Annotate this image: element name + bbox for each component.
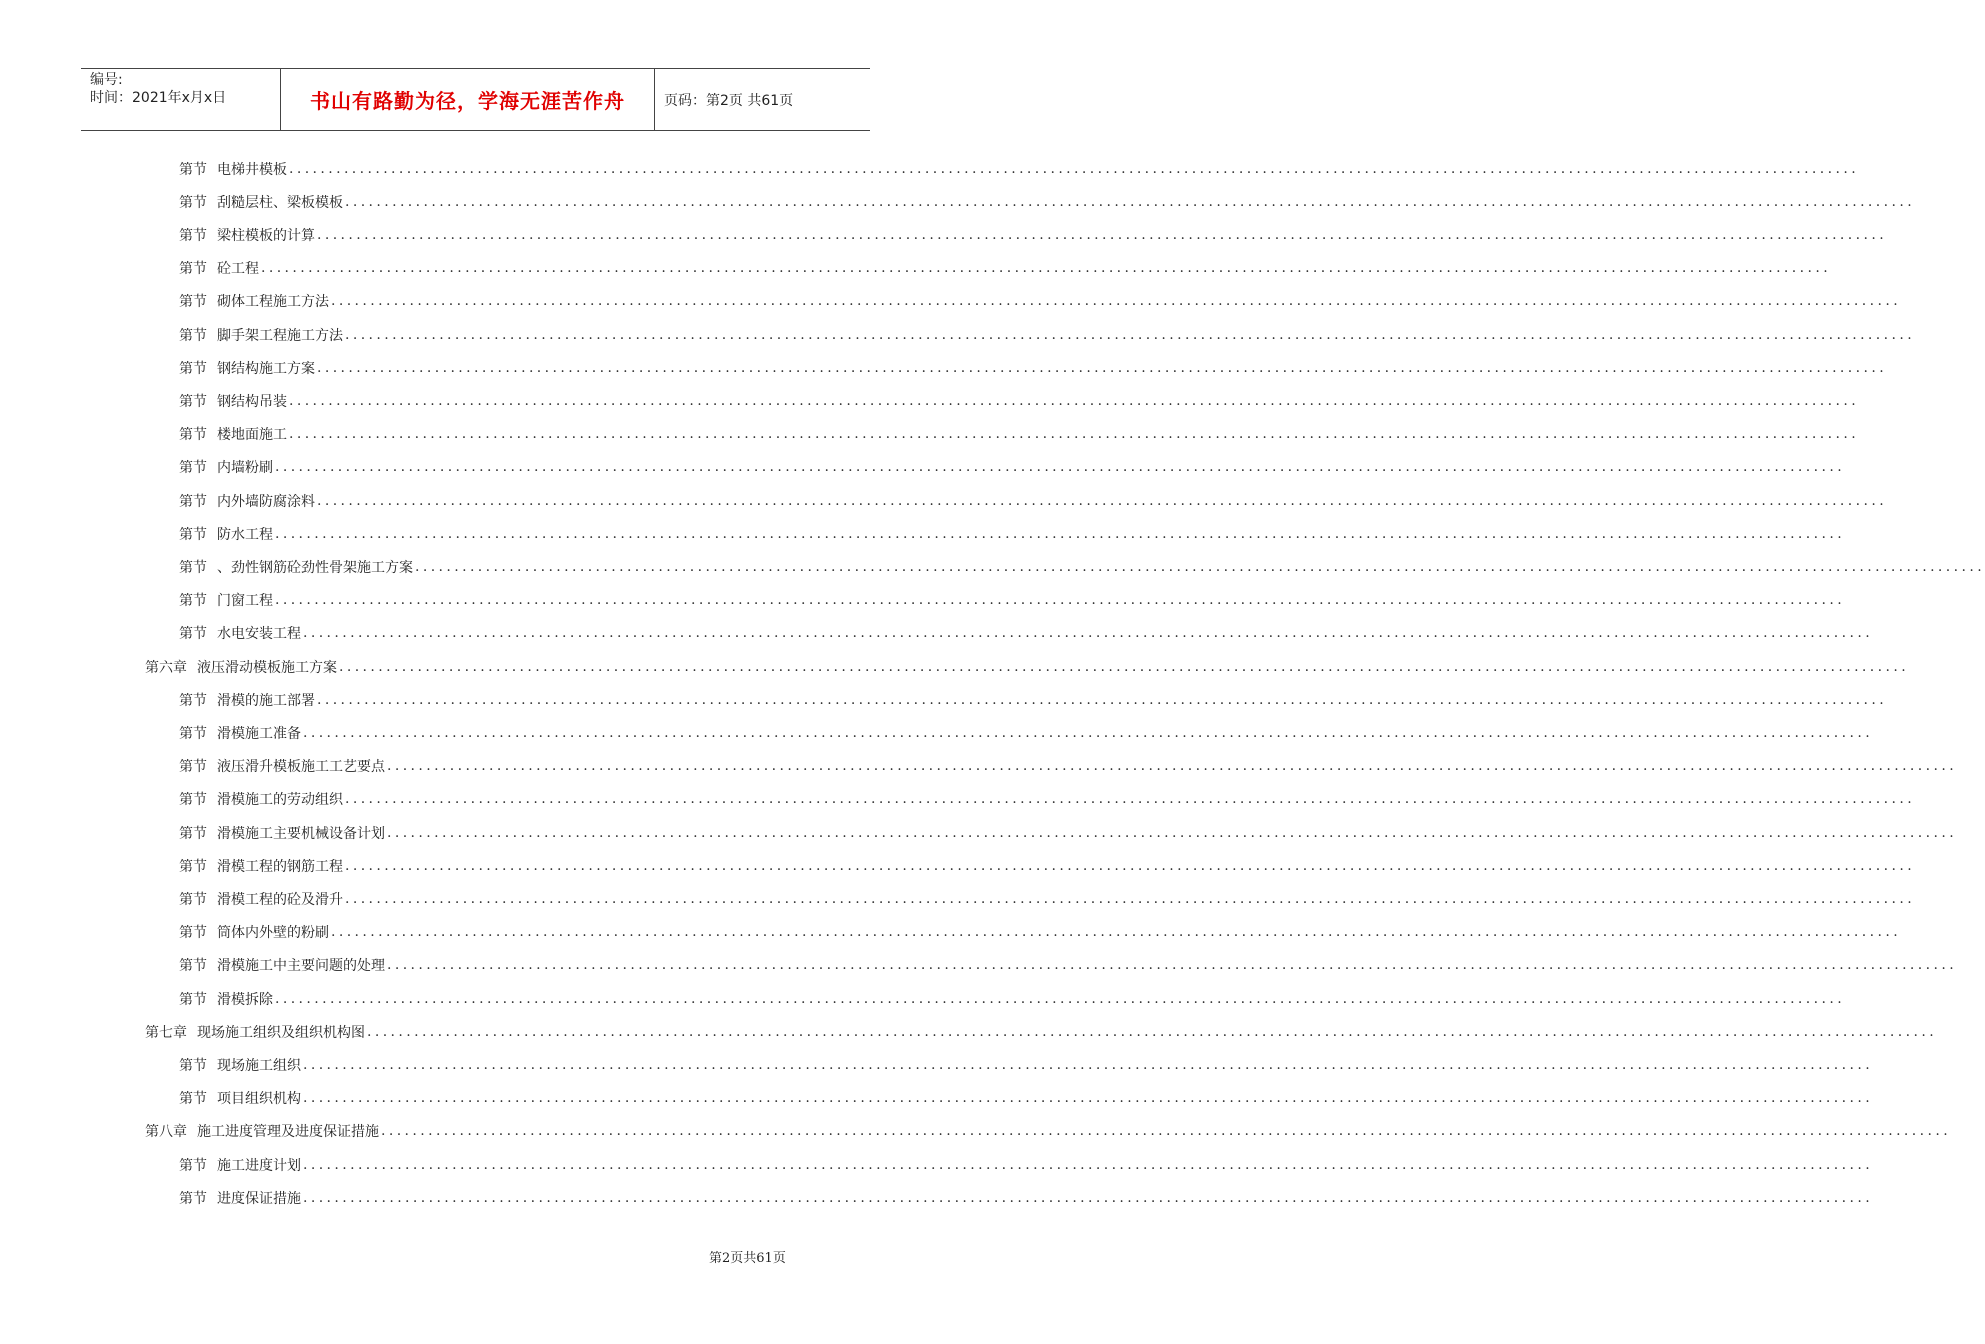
toc-entry-number: 第八章 (145, 1124, 187, 1141)
toc-entry-title: 滑模工程的砼及滑升 (217, 891, 343, 908)
toc-entry-number: 第节 (179, 891, 207, 908)
toc-entry-title: 电梯井模板 (217, 161, 287, 178)
toc-entry-title: 滑模的施工部署 (217, 692, 315, 709)
toc-section-entry[interactable] (179, 318, 1916, 351)
toc-entry-number: 第节 (179, 1091, 207, 1108)
toc-entry-title: 滑模施工主要机械设备计划 (217, 825, 385, 842)
toc-entry-number: 第节 (179, 725, 207, 742)
toc-dot-leader: ........................................................................................................................................................................................................ (367, 1023, 1938, 1040)
toc-entry-title: 筒体内外壁的粉刷 (217, 925, 329, 942)
toc-chapter-entry[interactable] (145, 1115, 1952, 1148)
toc-section-entry[interactable] (179, 484, 1888, 517)
toc-entry-number: 第节 (179, 1157, 207, 1174)
page-header (81, 68, 870, 131)
toc-entry-number: 第节 (179, 261, 207, 278)
toc-dot-leader: ........................................................................................................................................................................................................ (339, 658, 1910, 675)
document-date: 时间：2021年x月x日 (90, 90, 227, 106)
toc-section-entry[interactable] (179, 916, 1902, 949)
toc-chapter-entry[interactable] (145, 650, 1910, 683)
toc-entry-number: 第节 (179, 161, 207, 178)
toc-dot-leader: ........................................................................................................................................................................................................ (345, 791, 1916, 808)
toc-section-entry[interactable] (179, 882, 1916, 915)
toc-entry-number: 第节 (179, 493, 207, 510)
toc-dot-leader: ........................................................................................................................................................................................................ (275, 990, 1846, 1007)
toc-dot-leader: ........................................................................................................................................................................................................ (317, 691, 1888, 708)
toc-entry-title: 进度保证措施 (217, 1190, 301, 1207)
toc-dot-leader: ........................................................................................................................................................................................................ (303, 724, 1874, 741)
toc-entry-number: 第节 (179, 327, 207, 344)
toc-section-entry[interactable] (179, 550, 1985, 583)
toc-entry-number: 第节 (179, 991, 207, 1008)
toc-entry-title: 钢结构吊装 (217, 393, 287, 410)
toc-dot-leader: ........................................................................................................................................................................................................ (303, 1189, 1874, 1206)
header-meta (81, 69, 281, 130)
document-code-label: 编号: (90, 72, 123, 88)
toc-entry-number: 第节 (179, 692, 207, 709)
toc-dot-leader: ........................................................................................................................................................................................................ (289, 426, 1860, 443)
toc-section-entry[interactable] (179, 351, 1888, 384)
toc-section-entry[interactable] (179, 185, 1916, 218)
toc-section-entry[interactable] (179, 517, 1846, 550)
toc-section-entry[interactable] (179, 783, 1916, 816)
toc-dot-leader: ........................................................................................................................................................................................................ (387, 758, 1958, 775)
toc-entry-title: 刮糙层柱、梁板模板 (217, 194, 343, 211)
toc-section-entry[interactable] (179, 683, 1888, 716)
toc-dot-leader: ........................................................................................................................................................................................................ (331, 293, 1902, 310)
toc-section-entry[interactable] (179, 285, 1902, 318)
footer-page-number: 第2页共61页 (709, 1251, 786, 1266)
toc-section-entry[interactable] (179, 982, 1846, 1015)
toc-entry-title: 滑模施工准备 (217, 725, 301, 742)
toc-entry-number: 第节 (179, 858, 207, 875)
toc-entry-title: 项目组织机构 (217, 1091, 301, 1108)
toc-entry-title: 液压滑升模板施工工艺要点 (217, 759, 385, 776)
toc-entry-number: 第节 (179, 227, 207, 244)
toc-entry-number: 第节 (179, 559, 207, 576)
toc-dot-leader: ........................................................................................................................................................................................................ (303, 1090, 1874, 1107)
toc-dot-leader: ........................................................................................................................................................................................................ (345, 193, 1916, 210)
toc-entry-title: 滑模工程的钢筋工程 (217, 858, 343, 875)
toc-chapter-entry[interactable] (145, 1015, 1938, 1048)
toc-section-entry[interactable] (179, 716, 1874, 749)
toc-entry-title: 液压滑动模板施工方案 (197, 659, 337, 676)
toc-entry-number: 第节 (179, 360, 207, 377)
toc-entry-title: 砌体工程施工方法 (217, 294, 329, 311)
toc-section-entry[interactable] (179, 252, 1832, 285)
toc-entry-number: 第节 (179, 792, 207, 809)
toc-entry-number: 第节 (179, 526, 207, 543)
header-motto: 书山有路勤为径，学海无涯苦作舟 (281, 69, 655, 130)
toc-entry-title: 楼地面施工 (217, 427, 287, 444)
toc-entry-title: 滑模施工的劳动组织 (217, 792, 343, 809)
toc-entry-number: 第节 (179, 427, 207, 444)
toc-section-entry[interactable] (179, 949, 1958, 982)
toc-dot-leader: ........................................................................................................................................................................................................ (289, 160, 1860, 177)
toc-entry-title: 脚手架工程施工方法 (217, 327, 343, 344)
toc-section-entry[interactable] (179, 451, 1846, 484)
toc-entry-number: 第节 (179, 194, 207, 211)
toc-entry-title: 施工进度计划 (217, 1157, 301, 1174)
toc-section-entry[interactable] (179, 418, 1860, 451)
toc-dot-leader: ........................................................................................................................................................................................................ (345, 326, 1916, 343)
toc-section-entry[interactable] (179, 152, 1860, 185)
toc-dot-leader: ........................................................................................................................................................................................................ (387, 824, 1958, 841)
toc-dot-leader: ........................................................................................................................................................................................................ (317, 359, 1888, 376)
toc-entry-title: 水电安装工程 (217, 626, 301, 643)
toc-entry-title: 钢结构施工方案 (217, 360, 315, 377)
toc-entry-number: 第节 (179, 460, 207, 477)
toc-dot-leader: ........................................................................................................................................................................................................ (317, 226, 1888, 243)
toc-dot-leader: ........................................................................................................................................................................................................ (303, 1056, 1874, 1073)
toc-dot-leader: ........................................................................................................................................................................................................ (303, 1156, 1874, 1173)
toc-entry-title: 门窗工程 (217, 593, 273, 610)
toc-dot-leader: ........................................................................................................................................................................................................ (381, 1123, 1952, 1140)
toc-entry-title: 砼工程 (217, 261, 259, 278)
toc-entry-title: 施工进度管理及进度保证措施 (197, 1124, 379, 1141)
toc-entry-title: 现场施工组织 (217, 1057, 301, 1074)
toc-entry-number: 第六章 (145, 659, 187, 676)
toc-dot-leader: ........................................................................................................................................................................................................ (345, 890, 1916, 907)
toc-dot-leader: ........................................................................................................................................................................................................ (331, 924, 1902, 941)
toc-entry-number: 第节 (179, 925, 207, 942)
toc-entry-number: 第节 (179, 294, 207, 311)
toc-entry-number: 第节 (179, 393, 207, 410)
toc-entry-title: 防水工程 (217, 526, 273, 543)
toc-entry-title: 滑模拆除 (217, 991, 273, 1008)
toc-entry-title: 现场施工组织及组织机构图 (197, 1024, 365, 1041)
toc-section-entry[interactable] (179, 750, 1958, 783)
header-page-number: 页码：第2页 共61页 (664, 92, 794, 109)
toc-entry-number: 第节 (179, 825, 207, 842)
toc-entry-number: 第七章 (145, 1024, 187, 1041)
toc-dot-leader: ........................................................................................................................................................................................................ (303, 625, 1874, 642)
toc-section-entry[interactable] (179, 1048, 1874, 1081)
toc-entry-title: 内外墙防腐涂料 (217, 493, 315, 510)
toc-entry-title: 滑模施工中主要问题的处理 (217, 958, 385, 975)
toc-section-entry[interactable] (179, 617, 1874, 650)
toc-section-entry[interactable] (179, 816, 1958, 849)
toc-dot-leader: ........................................................................................................................................................................................................ (289, 392, 1860, 409)
toc-entry-number: 第节 (179, 626, 207, 643)
toc-dot-leader: ........................................................................................................................................................................................................ (275, 592, 1846, 609)
toc-entry-number: 第节 (179, 1190, 207, 1207)
toc-section-entry[interactable] (179, 384, 1860, 417)
toc-entry-number: 第节 (179, 759, 207, 776)
toc-section-entry[interactable] (179, 1181, 1874, 1214)
toc-dot-leader: ........................................................................................................................................................................................................ (275, 459, 1846, 476)
toc-section-entry[interactable] (179, 218, 1888, 251)
toc-dot-leader: ........................................................................................................................................................................................................ (387, 957, 1958, 974)
toc-dot-leader: ........................................................................................................................................................................................................ (415, 558, 1985, 575)
toc-section-entry[interactable] (179, 584, 1846, 617)
toc-dot-leader: ........................................................................................................................................................................................................ (317, 492, 1888, 509)
toc-entry-number: 第节 (179, 958, 207, 975)
toc-entry-title: 、劲性钢筋砼劲性骨架施工方案 (217, 559, 413, 576)
toc-entry-title: 梁柱模板的计算 (217, 227, 315, 244)
toc-section-entry[interactable] (179, 1148, 1874, 1181)
toc-dot-leader: ........................................................................................................................................................................................................ (261, 260, 1832, 277)
toc-section-entry[interactable] (179, 849, 1916, 882)
toc-entry-number: 第节 (179, 1057, 207, 1074)
toc-section-entry[interactable] (179, 1082, 1874, 1115)
toc-dot-leader: ........................................................................................................................................................................................................ (345, 857, 1916, 874)
toc-dot-leader: ........................................................................................................................................................................................................ (275, 525, 1846, 542)
toc-entry-title: 内墙粉刷 (217, 460, 273, 477)
toc-entry-number: 第节 (179, 593, 207, 610)
